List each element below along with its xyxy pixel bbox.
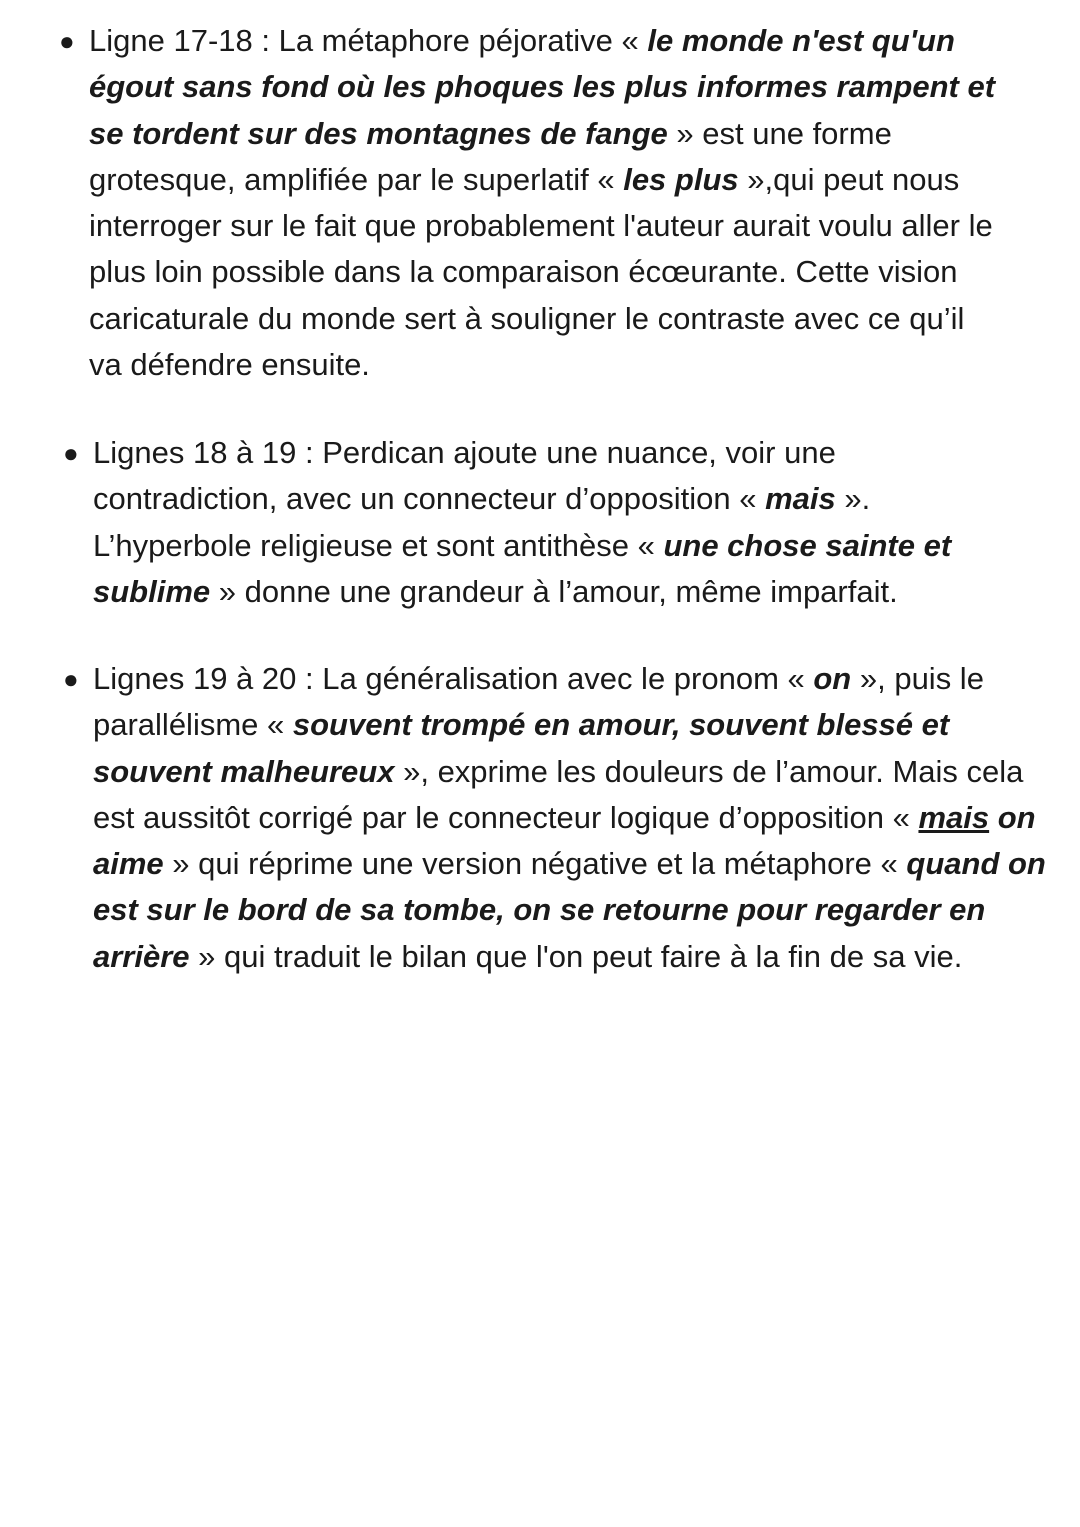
bullet-dot-icon: ● [63,438,79,468]
quoted-text: aime [93,846,164,882]
text-segment: Lignes 18 à 19 : Perdican ajoute une nuance, voir une [93,435,836,470]
text-line [89,64,995,110]
quoted-text: arrière [93,938,190,974]
quoted-text: souvent trompé en amour, souvent blessé et [292,707,950,743]
quoted-text: on [813,661,852,696]
text-line [93,749,1046,795]
text-segment: ». [835,481,871,517]
text-segment: L’hyperbole religieuse et sont antithèse « [93,527,664,563]
quoted-text: le monde n'est qu'un [647,23,955,58]
quoted-text: on [989,799,1036,835]
quoted-text: mais [918,799,990,835]
bullet-text [93,430,951,615]
text-segment: plus loin possible dans la comparaison écœurante. Cette vision [89,254,958,290]
text-line [89,157,995,203]
text-segment: Lignes 19 à 20 : La généralisation avec le pronom « [93,661,814,696]
quoted-text: les plus [623,161,739,197]
text-segment: interroger sur le fait que probablement l'auteur aurait voulu aller le [89,208,993,244]
text-segment: »,qui peut nous [738,161,960,197]
quoted-text: égout sans fond où les phoques les plus informes rampent et [89,69,996,105]
quoted-text: sublime [93,573,211,609]
text-line [93,569,951,615]
text-line [89,342,995,388]
text-line [93,476,951,522]
text-line [89,18,995,64]
quoted-text: mais [765,481,836,517]
quoted-text: souvent malheureux [93,753,395,789]
text-segment: grotesque, amplifiée par le superlatif « [89,161,624,197]
text-line [89,111,995,157]
text-segment: caricaturale du monde sert à souligner le contraste avec ce qu’il [89,300,965,336]
text-line [89,203,995,249]
text-line [93,887,1046,933]
text-line [89,249,995,295]
text-line [93,702,1046,748]
text-line [93,841,1046,887]
text-segment: », puis le [851,661,984,696]
bullet-item [59,18,996,388]
text-segment: » qui traduit le bilan que l'on peut faire à la fin de sa vie. [189,938,963,974]
text-segment: » qui réprime une version négative et la métaphore « [163,846,907,882]
text-segment: » est une forme [667,115,892,151]
text-segment: va défendre ensuite. [89,347,370,383]
text-line [93,656,1046,702]
bullet-item [63,430,952,615]
text-segment: est aussitôt corrigé par le connecteur logique d’opposition « [93,799,919,835]
bullet-dot-icon: ● [59,26,75,56]
text-line [93,795,1046,841]
quoted-text: se tordent sur des montagnes de fange [89,115,668,151]
bullet-text [89,18,995,388]
text-segment: Ligne 17-18 : La métaphore péjorative « [89,23,648,58]
quoted-text: quand on [906,846,1046,882]
text-line [93,523,951,569]
text-segment: » donne une grandeur à l’amour, même imparfait. [210,573,898,609]
text-line [89,296,995,342]
text-line [93,934,1046,980]
text-segment: contradiction, avec un connecteur d’opposition « [93,481,766,517]
bullet-text [93,656,1046,980]
bullet-dot-icon: ● [63,664,79,694]
quoted-text: une chose sainte et [663,527,952,563]
text-line [93,430,951,476]
text-segment: parallélisme « [93,707,293,743]
text-segment: », exprime les douleurs de l’amour. Mais cela [394,753,1024,789]
bullet-item [63,656,1046,980]
quoted-text: est sur le bord de sa tombe, on se retourne pour regarder en [93,892,986,928]
